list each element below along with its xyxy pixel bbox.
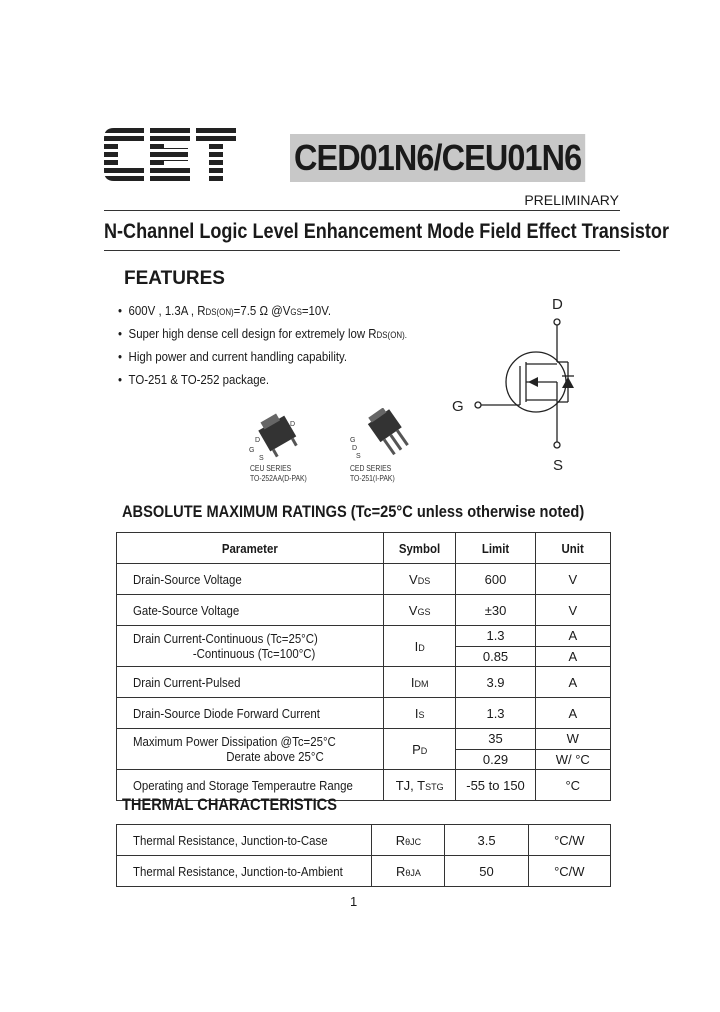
pin-label: D [352, 445, 358, 452]
feature-item: • 600V , 1.3A , RDS(ON)=7.5 Ω @VGS=10V. [118, 303, 332, 318]
package-type: TO-251(I-PAK) [350, 474, 395, 483]
cet-logo [104, 128, 236, 182]
table-row: Drain-Source Voltage VDS 600 V [117, 564, 611, 595]
ratings-table [116, 532, 611, 801]
table-header-row [117, 533, 611, 564]
table-row: Operating and Storage Temperautre Range TJ, TSTG -55 to 150 °C [117, 770, 611, 801]
pin-label: D [290, 421, 296, 428]
package-series: CED SERIES [350, 464, 392, 473]
page-number: 1 [350, 894, 358, 909]
document-title: N-Channel Logic Level Enhancement Mode Field Effect Transistor [104, 220, 669, 243]
document-status: PRELIMINARY [524, 192, 619, 208]
table-row: Drain Current-Continuous (Tc=25°C) -Continuous (Tc=100°C) ID 1.3 0.85 A A [117, 626, 611, 667]
feature-item: • Super high dense cell design for extremely low RDS(ON). [118, 326, 407, 341]
package-series: CEU SERIES [250, 464, 292, 473]
d-pak-package-drawing [246, 410, 316, 462]
gate-label: G [452, 398, 464, 415]
divider [104, 210, 620, 211]
ratings-heading: ABSOLUTE MAXIMUM RATINGS (Tc=25°C unless otherwise noted) [122, 502, 585, 521]
drain-label: D [552, 296, 563, 313]
mosfet-schematic [450, 292, 600, 472]
table-row: Thermal Resistance, Junction-to-Ambient RθJA 50 °C/W [117, 856, 611, 887]
feature-item: • TO-251 & TO-252 package. [118, 372, 270, 387]
source-label: S [553, 457, 564, 472]
pin-label: S [356, 453, 361, 460]
i-pak-package-drawing [348, 408, 418, 462]
features-heading: FEATURES [124, 268, 225, 289]
divider [104, 250, 620, 251]
column-header: Limit [456, 533, 535, 564]
table-row: Thermal Resistance, Junction-to-Case RθJC 3.5 °C/W [117, 825, 611, 856]
package-type: TO-252AA(D-PAK) [250, 474, 307, 483]
table-row: Drain Current-Pulsed IDM 3.9 A [117, 667, 611, 698]
column-header: Unit [535, 533, 610, 564]
column-header: Parameter [117, 533, 384, 564]
thermal-heading: THERMAL CHARACTERISTICS [122, 795, 337, 814]
thermal-table [116, 824, 611, 887]
table-row: Drain-Source Diode Forward Current IS 1.3 A [117, 698, 611, 729]
table-row: Gate-Source Voltage VGS ±30 V [117, 595, 611, 626]
column-header: Symbol [383, 533, 456, 564]
feature-item: • High power and current handling capability. [118, 349, 348, 364]
pin-label: G [350, 437, 356, 444]
part-number: CED01N6/CEU01N6 [290, 134, 585, 182]
pin-label: G [249, 447, 255, 454]
pin-label: S [259, 455, 264, 462]
pin-label: D [255, 437, 261, 444]
table-row: Maximum Power Dissipation @Tc=25°C Derate above 25°C PD 35 0.29 W W/ °C [117, 729, 611, 770]
